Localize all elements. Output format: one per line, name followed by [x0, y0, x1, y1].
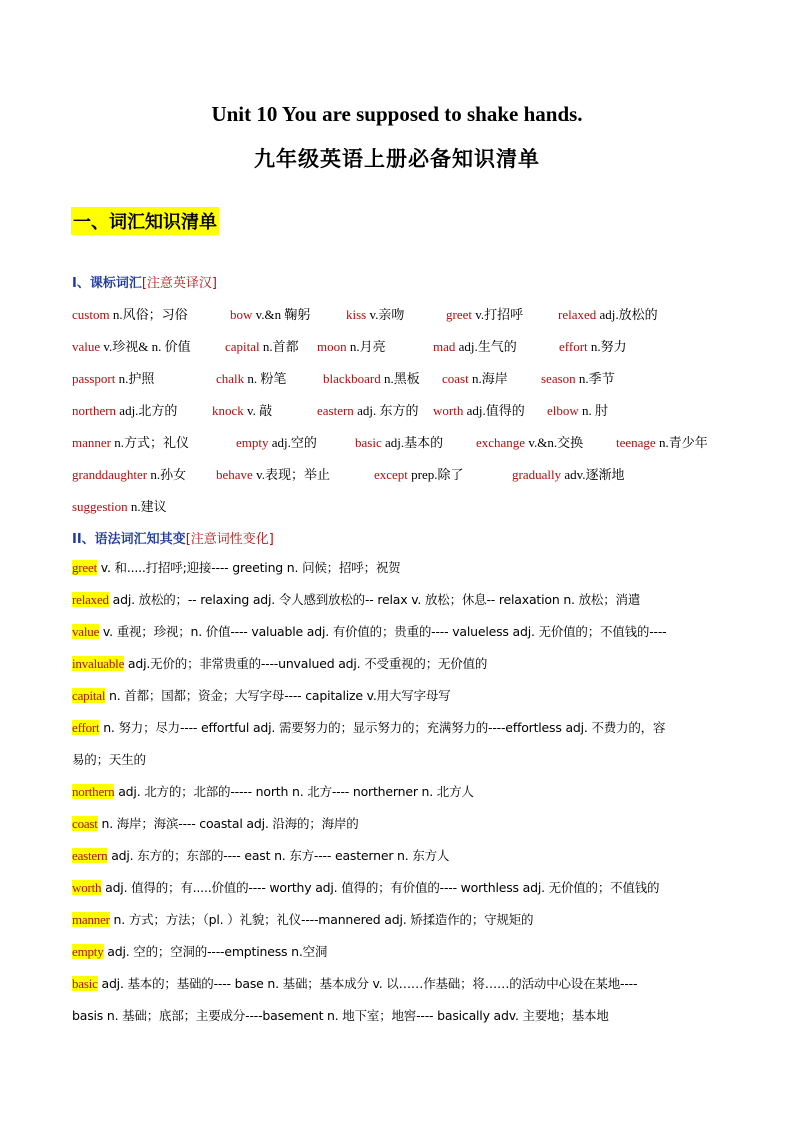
grammar-line — [72, 686, 450, 704]
vocab-entry — [355, 432, 443, 451]
vocab-entry — [72, 464, 186, 483]
part1-number: I、课标词汇 — [72, 276, 142, 291]
grammar-line-text: n. 方式；方法；（pl. ）礼貌；礼仪----mannered adj. 矫揉造作的；守规矩的 — [109, 912, 534, 927]
vocab-meaning: n.月亮 — [346, 339, 386, 354]
vocab-meaning: adj.北方的 — [116, 403, 178, 418]
grammar-line — [72, 718, 665, 736]
grammar-line — [72, 622, 666, 640]
vocab-word: effort — [559, 339, 588, 354]
highlighted-headword: relaxed — [72, 592, 109, 607]
vocab-word: mad — [433, 339, 456, 354]
part1-note: [注意英译汉] — [141, 276, 217, 291]
vocab-meaning: v.&n.交换 — [525, 435, 584, 450]
grammar-line — [72, 558, 400, 576]
vocab-meaning: adv.逐渐地 — [561, 467, 625, 482]
vocab-word: granddaughter — [72, 467, 148, 482]
grammar-line — [72, 814, 359, 832]
highlighted-headword: greet — [72, 560, 97, 575]
page-title-chinese: 九年级英语上册必备知识清单 — [254, 147, 540, 171]
vocab-word: custom — [72, 307, 110, 322]
vocab-entry — [547, 400, 608, 419]
vocab-entry — [225, 336, 299, 355]
grammar-line-text: adj. 北方的；北部的----- north n. 北方---- northerner n. 北方人 — [114, 784, 474, 799]
grammar-line — [72, 846, 449, 864]
vocab-meaning: n.首都 — [259, 339, 299, 354]
vocab-word: relaxed — [558, 307, 597, 322]
vocab-word: capital — [225, 339, 260, 354]
part2-number: II、语法词汇知其变 — [72, 532, 186, 547]
vocab-entry — [541, 368, 615, 387]
grammar-line — [72, 654, 487, 672]
vocab-meaning: prep.除了 — [407, 467, 464, 482]
highlighted-headword: eastern — [72, 848, 108, 863]
vocab-meaning: v.表现；举止 — [252, 467, 330, 482]
vocab-word: except — [374, 467, 408, 482]
vocab-meaning: n.建议 — [127, 499, 167, 514]
vocab-word: chalk — [216, 371, 245, 386]
vocab-word: basic — [355, 435, 382, 450]
vocab-meaning: v.珍视& n. 价值 — [100, 339, 191, 354]
vocab-entry — [476, 432, 583, 451]
highlighted-headword: basic — [72, 976, 98, 991]
vocab-word: worth — [433, 403, 464, 418]
vocab-word: passport — [72, 371, 116, 386]
vocab-entry — [216, 368, 286, 387]
grammar-line-text: v. 重视；珍视；n. 价值---- valuable adj. 有价值的；贵重的---- valueless adj. 无价值的；不值钱的---- — [99, 624, 667, 639]
vocab-word: empty — [236, 435, 269, 450]
vocab-entry — [72, 432, 189, 451]
part2-heading — [72, 528, 274, 547]
vocab-meaning: n.季节 — [575, 371, 615, 386]
vocab-entry — [216, 464, 330, 483]
vocab-entry — [323, 368, 420, 387]
vocab-entry — [72, 304, 188, 323]
vocab-word: knock — [212, 403, 244, 418]
vocab-word: blackboard — [323, 371, 381, 386]
vocab-word: suggestion — [72, 499, 128, 514]
grammar-line — [72, 750, 146, 768]
page-title-english: Unit 10 You are supposed to shake hands. — [211, 102, 583, 126]
vocab-meaning: n.孙女 — [147, 467, 187, 482]
highlighted-headword: coast — [72, 816, 98, 831]
vocab-word: elbow — [547, 403, 579, 418]
part1-heading — [72, 272, 217, 291]
vocab-entry — [433, 400, 525, 419]
vocab-word: greet — [446, 307, 472, 322]
vocab-meaning: adj. 东方的 — [353, 403, 419, 418]
vocab-word: behave — [216, 467, 253, 482]
vocab-word: bow — [230, 307, 253, 322]
highlighted-headword: empty — [72, 944, 104, 959]
highlighted-headword: capital — [72, 688, 106, 703]
vocab-word: kiss — [346, 307, 367, 322]
vocab-entry — [558, 304, 658, 323]
vocab-meaning: n. 肘 — [578, 403, 609, 418]
highlighted-headword: effort — [72, 720, 100, 735]
grammar-line-text: 易的；天生的 — [72, 752, 146, 767]
vocab-word: teenage — [616, 435, 656, 450]
section-heading-vocabulary: 一、词汇知识清单 — [71, 207, 219, 235]
vocab-word: northern — [72, 403, 117, 418]
vocab-meaning: n.护照 — [115, 371, 155, 386]
vocab-meaning: adj.生气的 — [455, 339, 517, 354]
grammar-line-text: n. 海岸；海滨---- coastal adj. 沿海的；海岸的 — [97, 816, 359, 831]
vocab-entry — [512, 464, 625, 483]
grammar-line — [72, 974, 637, 992]
grammar-line-text: adj. 空的；空洞的----emptiness n.空洞 — [103, 944, 328, 959]
grammar-line-text: n. 努力；尽力---- effortful adj. 需要努力的；显示努力的；充满努力的----effortless adj. 不费力的，容 — [99, 720, 666, 735]
vocab-entry — [72, 368, 154, 387]
grammar-line-text: n. 首都；国都；资金；大写字母---- capitalize v.用大写字母写 — [105, 688, 451, 703]
vocab-meaning: v.打招呼 — [471, 307, 524, 322]
grammar-line — [72, 910, 533, 928]
vocab-entry — [72, 336, 191, 355]
grammar-line — [72, 590, 640, 608]
vocab-word: exchange — [476, 435, 526, 450]
vocab-word: manner — [72, 435, 111, 450]
vocab-entry — [433, 336, 517, 355]
vocab-meaning: adj.放松的 — [596, 307, 658, 322]
vocab-meaning: n.海岸 — [468, 371, 508, 386]
vocab-entry — [72, 496, 167, 515]
vocab-meaning: n.努力 — [587, 339, 627, 354]
vocab-meaning: n.青少年 — [655, 435, 708, 450]
grammar-line — [72, 878, 659, 896]
vocab-entry — [236, 432, 317, 451]
grammar-line-text: adj. 放松的；-- relaxing adj. 令人感到放松的-- relax v. 放松；休息-- relaxation n. 放松；消遣 — [108, 592, 641, 607]
highlighted-headword: worth — [72, 880, 102, 895]
part2-note: [注意词性变化] — [185, 532, 274, 547]
vocab-word: gradually — [512, 467, 562, 482]
grammar-line-text: adj. 东方的；东部的---- east n. 东方---- easterner n. 东方人 — [107, 848, 450, 863]
grammar-line-text: adj. 基本的；基础的---- base n. 基础；基本成分 v. 以……作基础；将……的活动中心设在某地---- — [97, 976, 638, 991]
vocab-meaning: adj.空的 — [268, 435, 317, 450]
highlighted-headword: northern — [72, 784, 115, 799]
grammar-line-text: adj.无价的；非常贵重的----unvalued adj. 不受重视的；无价值的 — [124, 656, 488, 671]
vocab-meaning: n.方式；礼仪 — [110, 435, 189, 450]
grammar-line-text: v. 和.....打招呼;迎接---- greeting n. 问候；招呼；祝贺 — [96, 560, 401, 575]
vocab-entry — [346, 304, 404, 323]
vocab-meaning: v.亲吻 — [366, 307, 405, 322]
vocab-entry — [374, 464, 464, 483]
highlighted-headword: manner — [72, 912, 110, 927]
grammar-line — [72, 942, 327, 960]
vocab-word: moon — [317, 339, 347, 354]
vocab-word: season — [541, 371, 576, 386]
vocab-word: eastern — [317, 403, 354, 418]
highlighted-headword: invaluable — [72, 656, 125, 671]
vocab-meaning: adj.值得的 — [463, 403, 525, 418]
vocab-entry — [442, 368, 508, 387]
grammar-line — [72, 1006, 609, 1024]
vocab-entry — [230, 304, 310, 323]
vocab-entry — [446, 304, 523, 323]
vocab-meaning: n.黑板 — [380, 371, 420, 386]
vocab-meaning: v. 敲 — [243, 403, 273, 418]
grammar-line — [72, 782, 474, 800]
vocab-entry — [317, 336, 386, 355]
vocab-meaning: v.&n 鞠躬 — [252, 307, 311, 322]
vocab-entry — [212, 400, 272, 419]
highlighted-headword: value — [72, 624, 100, 639]
grammar-line-text: basis n. 基础；底部；主要成分----basement n. 地下室；地窖---- basically adv. 主要地；基本地 — [72, 1008, 609, 1023]
vocab-entry — [317, 400, 418, 419]
vocab-entry — [616, 432, 708, 451]
vocab-word: value — [72, 339, 101, 354]
vocab-meaning: n.风俗；习俗 — [109, 307, 188, 322]
vocab-entry — [559, 336, 627, 355]
vocab-meaning: n. 粉笔 — [244, 371, 287, 386]
vocab-entry — [72, 400, 177, 419]
vocab-word: coast — [442, 371, 469, 386]
vocab-meaning: adj.基本的 — [381, 435, 444, 450]
grammar-line-text: adj. 值得的；有.....价值的---- worthy adj. 值得的；有价值的---- worthless adj. 无价值的；不值钱的 — [101, 880, 660, 895]
